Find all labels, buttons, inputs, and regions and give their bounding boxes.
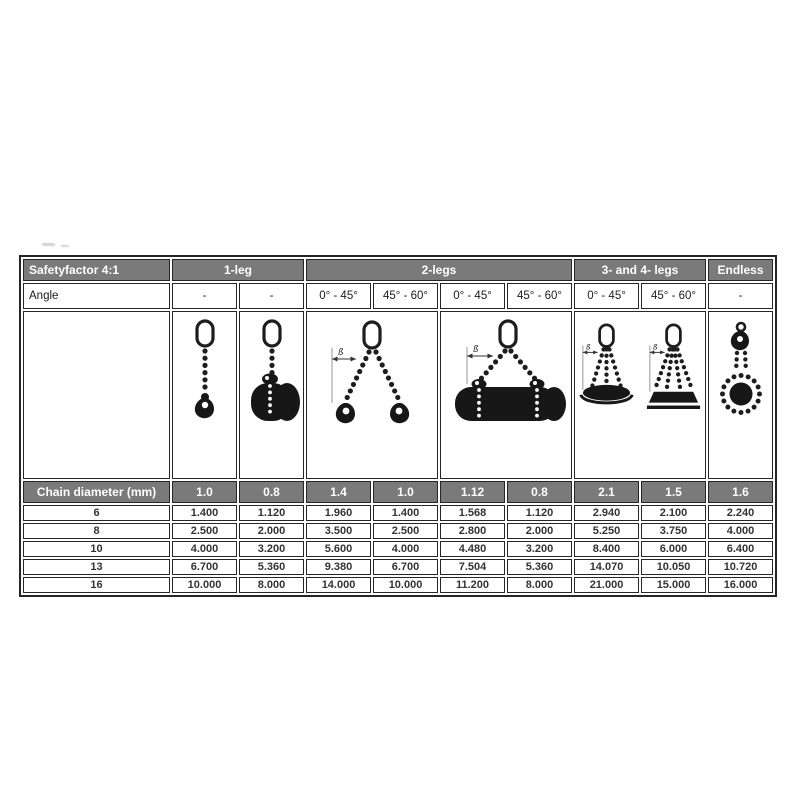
drum-body <box>455 387 556 421</box>
scan-smudge-artifact <box>42 243 55 246</box>
arrowhead-icon <box>332 357 338 362</box>
load-base <box>647 406 700 409</box>
factor-row-label: Chain diameter (mm) <box>23 481 170 503</box>
illustration-cell-3-4-leg <box>574 311 706 479</box>
chain-leg-right <box>511 351 536 380</box>
load-value-cell: 4.000 <box>708 523 773 539</box>
diameter-cell: 10 <box>23 541 170 557</box>
factor-cell: 1.4 <box>306 481 371 503</box>
load-value-cell: 2.000 <box>239 523 304 539</box>
angle-row <box>23 283 773 309</box>
load-value-cell: 1.120 <box>507 505 572 521</box>
load-value-cell: 1.400 <box>172 505 237 521</box>
header-cell-2-legs: 2-legs <box>306 259 572 281</box>
illustration-cell-1leg-choked <box>239 311 304 479</box>
master-link <box>667 325 681 347</box>
sling-2leg-choked-drum-icon <box>441 318 572 436</box>
load-value-cell: 9.380 <box>306 559 371 575</box>
load-value-cell: 3.200 <box>239 541 304 557</box>
chain-strand-left <box>736 353 737 371</box>
load-value-cell: 5.250 <box>574 523 639 539</box>
diameter-cell: 6 <box>23 505 170 521</box>
load-value-cell: 6.700 <box>172 559 237 575</box>
angle-cell: 45° - 60° <box>373 283 438 309</box>
drum-body <box>251 383 290 421</box>
load-value-cell: 3.500 <box>306 523 371 539</box>
arrowhead-icon <box>593 350 597 354</box>
grab-hook-left <box>472 379 487 389</box>
scan-smudge-artifact <box>61 245 69 247</box>
hook-hole <box>533 381 537 385</box>
load-value-cell: 2.500 <box>373 523 438 539</box>
diameter-cell: 13 <box>23 559 170 575</box>
illustration-cell-1leg-straight <box>172 311 237 479</box>
illustration-row <box>23 311 773 479</box>
chain-leg-left <box>480 351 505 380</box>
angle-symbol-label: ß <box>473 345 479 355</box>
master-link <box>264 321 280 346</box>
load-value-cell: 1.400 <box>373 505 438 521</box>
load-value-cell: 14.070 <box>574 559 639 575</box>
load-value-cell: 5.360 <box>239 559 304 575</box>
load-value-cell: 10.050 <box>641 559 706 575</box>
hook-hole <box>475 381 479 385</box>
angle-symbol-label: ß <box>585 342 591 352</box>
factor-cell: 1.0 <box>373 481 438 503</box>
table-row <box>23 577 773 593</box>
load-value-cell: 3.200 <box>507 541 572 557</box>
master-link <box>500 321 516 347</box>
factor-cell: 1.5 <box>641 481 706 503</box>
sling-3leg-round-load-icon <box>575 318 638 436</box>
load-chart-table <box>19 255 777 597</box>
sling-1leg-choked-drum-icon <box>240 318 304 436</box>
load-value-cell: 15.000 <box>641 577 706 593</box>
factor-cell: 2.1 <box>574 481 639 503</box>
chain-leg-1 <box>655 349 670 389</box>
load-value-cell: 5.600 <box>306 541 371 557</box>
chain-leg-right <box>376 352 399 400</box>
load-value-cell: 6.700 <box>373 559 438 575</box>
factor-cell: 1.0 <box>172 481 237 503</box>
hook-hole <box>737 336 743 342</box>
table-row <box>23 505 773 521</box>
load-value-cell: 2.000 <box>507 523 572 539</box>
factor-cell: 0.8 <box>507 481 572 503</box>
load-value-cell: 8.000 <box>239 577 304 593</box>
load-value-cell: 14.000 <box>306 577 371 593</box>
load-value-cell: 10.000 <box>373 577 438 593</box>
illustration-empty-cell <box>23 311 170 479</box>
angle-cell: - <box>708 283 773 309</box>
load-value-cell: 11.200 <box>440 577 505 593</box>
illustration-cell-2leg-choked <box>440 311 572 479</box>
load-value-cell: 5.360 <box>507 559 572 575</box>
illustration-cell-endless <box>708 311 773 479</box>
table-row <box>23 559 773 575</box>
load-value-cell: 10.000 <box>172 577 237 593</box>
chain-leg-left <box>592 349 604 387</box>
hook-hole <box>201 402 207 408</box>
load-value-cell: 4.000 <box>373 541 438 557</box>
arrowhead-icon <box>660 350 664 354</box>
master-link <box>197 321 213 346</box>
factor-row <box>23 481 773 503</box>
endless-chain-icon <box>712 318 770 436</box>
header-cell-1-leg: 1-leg <box>172 259 304 281</box>
load-value-cell: 4.000 <box>172 541 237 557</box>
square-load <box>649 392 698 403</box>
load-value-cell: 1.120 <box>239 505 304 521</box>
ring-center <box>729 383 752 406</box>
load-value-cell: 2.500 <box>172 523 237 539</box>
factor-cell: 1.12 <box>440 481 505 503</box>
load-value-cell: 8.000 <box>507 577 572 593</box>
angle-cell: 0° - 45° <box>306 283 371 309</box>
load-value-cell: 2.940 <box>574 505 639 521</box>
chain-leg-right <box>609 349 621 387</box>
angle-symbol-label: ß <box>337 348 343 358</box>
load-value-cell: 7.504 <box>440 559 505 575</box>
load-value-cell: 2.800 <box>440 523 505 539</box>
round-load <box>583 385 630 401</box>
load-value-cell: 6.400 <box>708 541 773 557</box>
angle-cell: 45° - 60° <box>507 283 572 309</box>
load-value-cell: 21.000 <box>574 577 639 593</box>
angle-cell: 0° - 45° <box>440 283 505 309</box>
table-row <box>23 541 773 557</box>
master-link <box>364 322 380 348</box>
diameter-cell: 16 <box>23 577 170 593</box>
arrowhead-icon <box>488 354 494 359</box>
illustration-cell-2leg <box>306 311 438 479</box>
hook-eye <box>737 323 745 331</box>
sling-4leg-square-load-icon <box>642 318 705 436</box>
arrowhead-icon <box>350 357 356 362</box>
table-row <box>23 523 773 539</box>
load-value-cell: 3.750 <box>641 523 706 539</box>
header-row <box>23 259 773 281</box>
load-value-cell: 16.000 <box>708 577 773 593</box>
header-cell-safetyfactor: Safetyfactor 4:1 <box>23 259 170 281</box>
angle-cell: - <box>172 283 237 309</box>
header-cell-3-4-legs: 3- and 4- legs <box>574 259 706 281</box>
angle-row-label: Angle <box>23 283 170 309</box>
diameter-cell: 8 <box>23 523 170 539</box>
load-value-cell: 2.100 <box>641 505 706 521</box>
load-value-cell: 6.000 <box>641 541 706 557</box>
master-link <box>600 325 614 347</box>
load-value-cell: 2.240 <box>708 505 773 521</box>
grab-hook <box>262 374 278 385</box>
sling-2leg-icon <box>310 318 435 436</box>
hook-hole <box>342 408 349 415</box>
angle-symbol-label: ß <box>652 342 658 352</box>
load-value-cell: 1.568 <box>440 505 505 521</box>
factor-cell: 1.6 <box>708 481 773 503</box>
hook-hole <box>265 376 269 380</box>
angle-cell: - <box>239 283 304 309</box>
sling-1leg-hook-icon <box>180 318 230 436</box>
chain-strand-right <box>745 353 746 371</box>
load-value-cell: 4.480 <box>440 541 505 557</box>
hook-hole <box>395 408 402 415</box>
angle-cell: 45° - 60° <box>641 283 706 309</box>
load-value-cell: 1.960 <box>306 505 371 521</box>
load-value-cell: 8.400 <box>574 541 639 557</box>
arrowhead-icon <box>467 354 473 359</box>
load-value-cell: 10.720 <box>708 559 773 575</box>
grab-hook-right <box>530 379 545 389</box>
factor-cell: 0.8 <box>239 481 304 503</box>
angle-cell: 0° - 45° <box>574 283 639 309</box>
chain-leg-4 <box>677 349 692 389</box>
header-cell-endless: Endless <box>708 259 773 281</box>
